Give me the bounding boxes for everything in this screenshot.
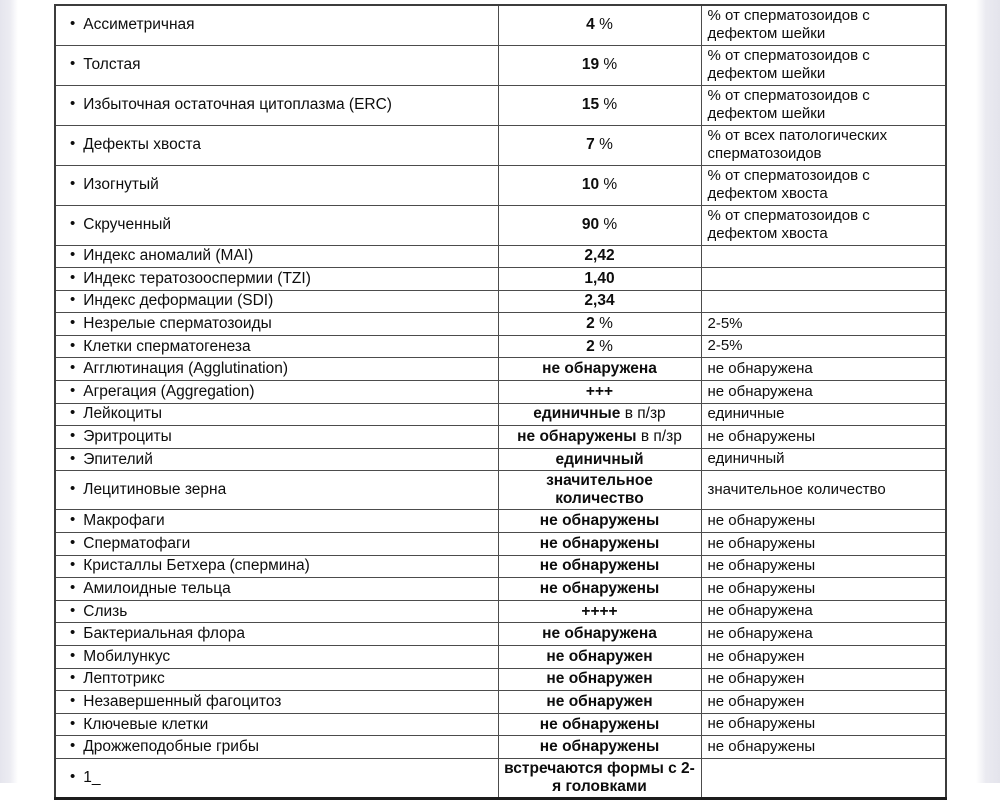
- reference-value: не обнаружены: [701, 736, 946, 759]
- result-value: 90: [581, 216, 600, 233]
- reference-value: не обнаружены: [701, 555, 946, 578]
- result-unit: %: [594, 136, 613, 153]
- table-row: [55, 426, 946, 449]
- reference-value: не обнаружен: [701, 668, 946, 691]
- bullet-icon: •: [70, 246, 76, 264]
- table-row: [55, 758, 946, 798]
- result-unit: %: [599, 176, 618, 193]
- reference-value: не обнаружены: [701, 533, 946, 556]
- result-cell: [498, 555, 701, 578]
- bullet-icon: •: [70, 624, 76, 642]
- reference-value: % от сперматозоидов с дефектом шейки: [701, 85, 946, 125]
- parameter-cell: [55, 245, 498, 268]
- parameter-cell: [55, 691, 498, 714]
- result-value: не обнаружены: [539, 580, 660, 598]
- bullet-icon: •: [70, 359, 76, 377]
- reference-value: не обнаружена: [701, 623, 946, 646]
- table-row: [55, 5, 946, 45]
- parameter-cell: [55, 713, 498, 736]
- result-value: 4: [586, 16, 595, 34]
- parameter-cell: [55, 600, 498, 623]
- parameter-label: Агрегация (Aggregation): [83, 382, 255, 400]
- result-cell: [498, 245, 701, 268]
- result-value: не обнаружены: [517, 428, 637, 446]
- result-unit: %: [599, 216, 618, 233]
- result-value: единичные: [533, 405, 621, 423]
- table-row: [55, 555, 946, 578]
- result-cell: [498, 578, 701, 601]
- result-cell: [498, 381, 701, 404]
- bullet-icon: •: [70, 480, 76, 498]
- reference-value: [701, 290, 946, 313]
- bullet-icon: •: [70, 533, 76, 551]
- reference-value: не обнаружен: [701, 691, 946, 714]
- result-value: встречаются формы с 2-я головками: [504, 759, 695, 795]
- parameter-cell: [55, 668, 498, 691]
- table-row: [55, 165, 946, 205]
- result-value: не обнаружены: [539, 738, 660, 756]
- result-unit: %: [594, 16, 613, 34]
- bullet-icon: •: [70, 427, 76, 445]
- reference-value: % от всех патологических сперматозоидов: [701, 125, 946, 165]
- reference-value: не обнаружена: [701, 358, 946, 381]
- parameter-label: Кристаллы Бетхера (спермина): [83, 557, 310, 575]
- reference-value: не обнаружены: [701, 713, 946, 736]
- result-value: 2: [586, 315, 595, 333]
- parameter-label: Агглютинация (Agglutination): [83, 360, 289, 378]
- reference-value: значительное количество: [701, 471, 946, 510]
- lab-results-table: [54, 4, 947, 800]
- result-value: 10: [581, 176, 600, 193]
- parameter-label: Ключевые клетки: [83, 715, 209, 733]
- parameter-label: Изогнутый: [83, 176, 159, 193]
- parameter-label: Незрелые сперматозоиды: [83, 315, 272, 333]
- result-value: 2,42: [584, 247, 615, 265]
- result-value: не обнаружен: [546, 670, 653, 688]
- bullet-icon: •: [70, 691, 76, 709]
- parameter-label: Эритроциты: [83, 428, 172, 446]
- parameter-cell: [55, 313, 498, 336]
- table-row: [55, 381, 946, 404]
- table-row: [55, 313, 946, 336]
- reference-value: единичные: [701, 403, 946, 426]
- parameter-cell: [55, 471, 498, 510]
- table-row: [55, 358, 946, 381]
- table-row: [55, 510, 946, 533]
- result-cell: [498, 290, 701, 313]
- table-row: [55, 125, 946, 165]
- result-cell: [498, 335, 701, 358]
- table-row: [55, 403, 946, 426]
- result-cell: [498, 85, 701, 125]
- right-page-margin: [976, 0, 1000, 783]
- result-value: не обнаружена: [542, 625, 657, 643]
- parameter-label: Сперматофаги: [83, 534, 191, 552]
- result-cell: [498, 125, 701, 165]
- parameter-cell: [55, 623, 498, 646]
- parameter-cell: [55, 555, 498, 578]
- table-row: [55, 736, 946, 759]
- parameter-label: Дефекты хвоста: [83, 136, 201, 153]
- parameter-label: Индекс тератозооспермии (TZI): [83, 269, 311, 287]
- result-value: 19: [581, 56, 600, 73]
- result-value: +++: [585, 382, 614, 400]
- table-row: [55, 646, 946, 669]
- table-row: [55, 268, 946, 291]
- parameter-label: Ассиметричная: [83, 16, 195, 34]
- reference-value: не обнаружена: [701, 381, 946, 404]
- parameter-cell: [55, 165, 498, 205]
- result-value: не обнаружен: [546, 647, 653, 665]
- result-unit: %: [599, 96, 618, 113]
- result-unit: в п/зр: [620, 405, 666, 423]
- parameter-cell: [55, 448, 498, 471]
- bullet-icon: •: [70, 15, 76, 33]
- parameter-label: Бактериальная флора: [83, 625, 245, 643]
- parameter-cell: [55, 290, 498, 313]
- result-cell: [498, 5, 701, 45]
- result-value: не обнаружен: [546, 692, 653, 710]
- result-cell: [498, 165, 701, 205]
- table-row: [55, 533, 946, 556]
- parameter-cell: [55, 358, 498, 381]
- parameter-label: Слизь: [83, 602, 128, 620]
- table-row: [55, 713, 946, 736]
- reference-value: [701, 758, 946, 798]
- parameter-label: Амилоидные тельца: [83, 580, 231, 598]
- bullet-icon: •: [70, 55, 76, 72]
- reference-value: 2-5%: [701, 335, 946, 358]
- parameter-cell: [55, 403, 498, 426]
- parameter-label: Лептотрикс: [83, 670, 165, 688]
- result-value: не обнаружены: [539, 512, 660, 530]
- result-cell: [498, 713, 701, 736]
- reference-value: % от сперматозоидов с дефектом шейки: [701, 45, 946, 85]
- result-unit: %: [594, 315, 613, 333]
- reference-value: % от сперматозоидов с дефектом хвоста: [701, 205, 946, 245]
- result-unit: %: [594, 337, 613, 355]
- reference-value: 2-5%: [701, 313, 946, 336]
- result-value: ++++: [581, 602, 618, 620]
- result-unit: %: [599, 56, 618, 73]
- parameter-cell: [55, 205, 498, 245]
- result-cell: [498, 510, 701, 533]
- result-cell: [498, 313, 701, 336]
- bullet-icon: •: [70, 669, 76, 687]
- parameter-label: Незавершенный фагоцитоз: [83, 692, 282, 710]
- parameter-cell: [55, 268, 498, 291]
- result-cell: [498, 471, 701, 510]
- result-value: 15: [581, 96, 600, 113]
- parameter-cell: [55, 533, 498, 556]
- bullet-icon: •: [70, 175, 76, 192]
- parameter-cell: [55, 125, 498, 165]
- result-cell: [498, 426, 701, 449]
- table-row: [55, 623, 946, 646]
- reference-value: % от сперматозоидов с дефектом шейки: [701, 5, 946, 45]
- table-row: [55, 290, 946, 313]
- result-value: единичный: [555, 450, 644, 468]
- reference-value: [701, 245, 946, 268]
- reference-value: единичный: [701, 448, 946, 471]
- parameter-cell: [55, 736, 498, 759]
- bullet-icon: •: [70, 95, 76, 112]
- bullet-icon: •: [70, 268, 76, 286]
- result-cell: [498, 403, 701, 426]
- result-cell: [498, 45, 701, 85]
- parameter-label: Мобилункус: [83, 647, 171, 665]
- parameter-cell: [55, 646, 498, 669]
- result-cell: [498, 758, 701, 798]
- parameter-label: 1_: [83, 768, 101, 786]
- result-cell: [498, 668, 701, 691]
- bullet-icon: •: [70, 215, 76, 232]
- bullet-icon: •: [70, 601, 76, 619]
- parameter-cell: [55, 510, 498, 533]
- result-cell: [498, 533, 701, 556]
- bullet-icon: •: [70, 511, 76, 529]
- table-row: [55, 578, 946, 601]
- result-cell: [498, 691, 701, 714]
- result-value: не обнаружена: [542, 360, 657, 378]
- result-value: значительное количество: [546, 472, 653, 508]
- result-cell: [498, 358, 701, 381]
- result-cell: [498, 600, 701, 623]
- result-cell: [498, 268, 701, 291]
- bullet-icon: •: [70, 314, 76, 332]
- parameter-label: Скрученный: [83, 216, 172, 233]
- result-cell: [498, 448, 701, 471]
- table-row: [55, 245, 946, 268]
- reference-value: не обнаружены: [701, 510, 946, 533]
- parameter-label: Толстая: [83, 56, 141, 73]
- parameter-cell: [55, 381, 498, 404]
- bullet-icon: •: [70, 336, 76, 354]
- result-unit: в п/зр: [636, 428, 682, 446]
- left-page-margin: [0, 0, 18, 783]
- parameter-label: Избыточная остаточная цитоплазма (ERC): [83, 96, 392, 113]
- result-value: 2,34: [584, 292, 615, 310]
- table-row: [55, 668, 946, 691]
- parameter-label: Лейкоциты: [83, 405, 163, 423]
- result-cell: [498, 205, 701, 245]
- reference-value: не обнаружены: [701, 426, 946, 449]
- result-value: не обнаружены: [539, 534, 660, 552]
- result-cell: [498, 623, 701, 646]
- parameter-label: Макрофаги: [83, 512, 165, 530]
- parameter-cell: [55, 578, 498, 601]
- table-row: [55, 600, 946, 623]
- table-row: [55, 448, 946, 471]
- parameter-label: Индекс деформации (SDI): [83, 292, 274, 310]
- result-value: 2: [586, 337, 595, 355]
- parameter-cell: [55, 426, 498, 449]
- table-row: [55, 471, 946, 510]
- parameter-label: Лецитиновые зерна: [83, 481, 227, 499]
- result-value: не обнаружены: [539, 557, 660, 575]
- result-value: 1,40: [584, 269, 615, 287]
- parameter-label: Дрожжеподобные грибы: [83, 738, 259, 756]
- bullet-icon: •: [70, 714, 76, 732]
- parameter-cell: [55, 45, 498, 85]
- bullet-icon: •: [70, 449, 76, 467]
- bullet-icon: •: [70, 291, 76, 309]
- parameter-label: Индекс аномалий (MAI): [83, 247, 254, 265]
- table-row: [55, 335, 946, 358]
- bullet-icon: •: [70, 404, 76, 422]
- bullet-icon: •: [70, 135, 76, 152]
- table-row: [55, 85, 946, 125]
- reference-value: не обнаружена: [701, 600, 946, 623]
- bullet-icon: •: [70, 381, 76, 399]
- bullet-icon: •: [70, 646, 76, 664]
- result-cell: [498, 736, 701, 759]
- reference-value: не обнаружен: [701, 646, 946, 669]
- bullet-icon: •: [70, 556, 76, 574]
- parameter-cell: [55, 758, 498, 798]
- reference-value: [701, 268, 946, 291]
- parameter-label: Эпителий: [83, 450, 153, 468]
- result-value: не обнаружены: [539, 715, 660, 733]
- table-row: [55, 691, 946, 714]
- parameter-label: Клетки сперматогенеза: [83, 337, 251, 355]
- table-row: [55, 45, 946, 85]
- bullet-icon: •: [70, 737, 76, 755]
- reference-value: не обнаружены: [701, 578, 946, 601]
- reference-value: % от сперматозоидов с дефектом хвоста: [701, 165, 946, 205]
- parameter-cell: [55, 5, 498, 45]
- result-value: 7: [586, 136, 595, 153]
- table-row: [55, 205, 946, 245]
- parameter-cell: [55, 335, 498, 358]
- result-cell: [498, 646, 701, 669]
- bullet-icon: •: [70, 579, 76, 597]
- bullet-icon: •: [70, 767, 76, 785]
- parameter-cell: [55, 85, 498, 125]
